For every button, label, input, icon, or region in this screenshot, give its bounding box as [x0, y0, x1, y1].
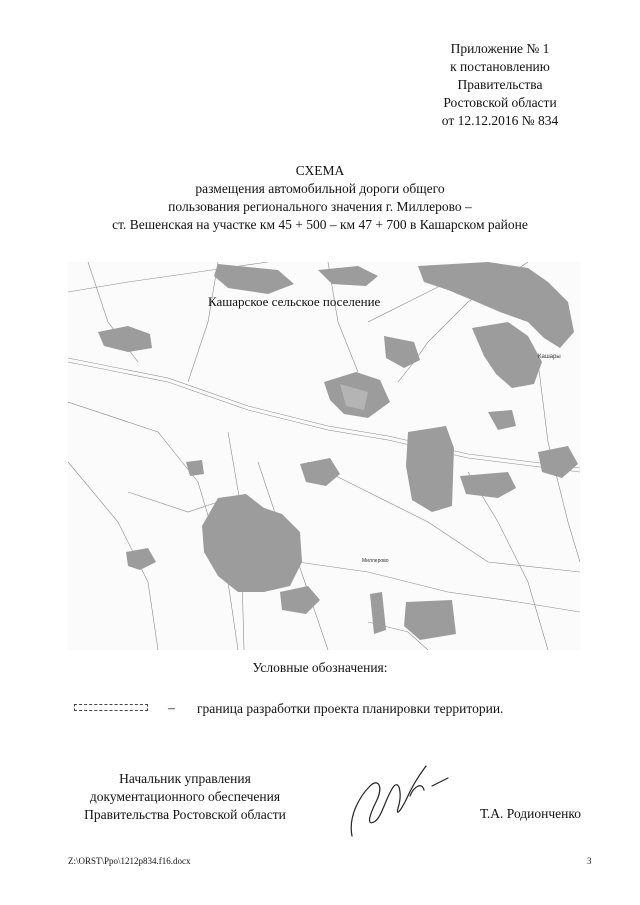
title-line: размещения автомобильной дороги общего: [195, 181, 445, 196]
boundary-legend-symbol: [74, 704, 148, 711]
handwritten-signature: [340, 756, 460, 846]
signatory-position: [70, 770, 300, 824]
footer-file-path: Z:\ORST\Ppo\1212p834.f16.docx: [68, 856, 191, 866]
appendix-line: Приложение № 1: [450, 41, 550, 56]
page-number: 3: [587, 856, 592, 866]
map-background: [68, 262, 580, 650]
appendix-line: Правительства: [457, 77, 543, 92]
appendix-block: [420, 40, 580, 130]
map-settlement-label: Кашарское сельское поселение: [208, 294, 381, 309]
legend-dash: –: [168, 700, 175, 715]
site-map: [68, 262, 580, 650]
map-village-label: Кашары: [538, 354, 561, 360]
title-heading: СХЕМА: [295, 163, 345, 178]
position-line: Начальник управления: [119, 771, 251, 786]
document-title: [60, 162, 580, 234]
position-line: Правительства Ростовской области: [84, 807, 286, 822]
title-line: пользования регионального значения г. Миллерово –: [168, 199, 472, 214]
legend-title: Условные обозначения:: [252, 660, 388, 675]
title-line: ст. Вешенская на участке км 45 + 500 – км 47 + 700 в Кашарском районе: [112, 217, 528, 232]
legend-boundary-text: граница разработки проекта планировки территории.: [197, 701, 504, 716]
appendix-line: к постановлению: [450, 59, 550, 74]
position-line: документационного обеспечения: [89, 789, 281, 804]
map-road-label: Миллерово: [362, 558, 389, 564]
appendix-line: Ростовской области: [443, 95, 557, 110]
signatory-name: Т.А. Родионченко: [480, 806, 581, 821]
appendix-line: от 12.12.2016 № 834: [441, 113, 559, 128]
